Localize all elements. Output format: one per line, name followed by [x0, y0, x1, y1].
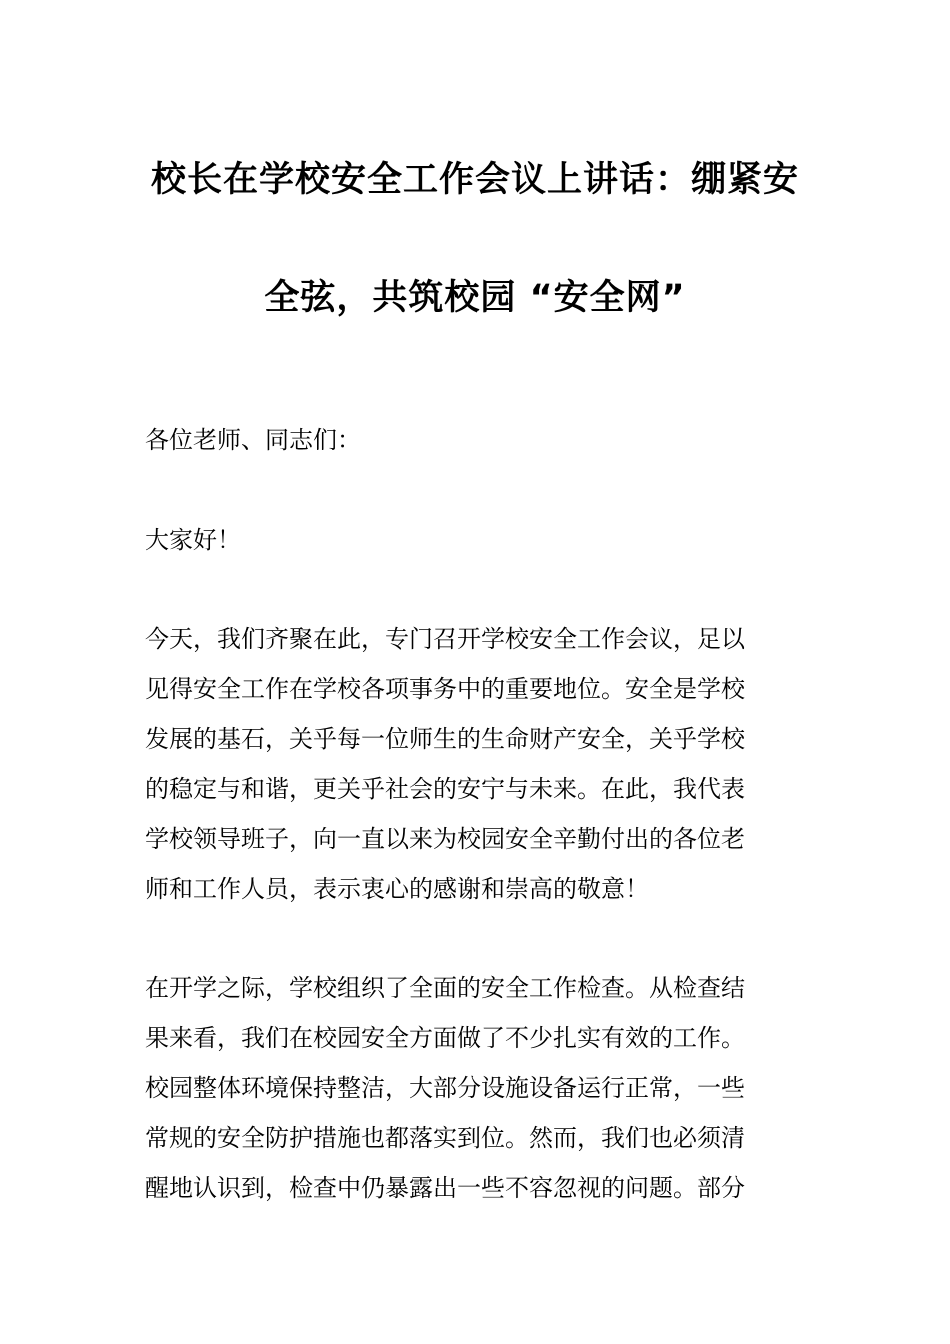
greeting: 各位老师、同志们：	[145, 426, 361, 454]
document-title-line-2: 全弦，共筑校园 “安全网”	[264, 278, 686, 318]
salutation: 大家好！	[145, 526, 241, 554]
paragraph-line: 发展的基石，关乎每一位师生的生命财产安全，关乎学校	[145, 725, 745, 753]
paragraph-line: 常规的安全防护措施也都落实到位。然而，我们也必须清	[145, 1124, 745, 1152]
document-title-line-1: 校长在学校安全工作会议上讲话：绷紧安	[150, 160, 799, 200]
paragraph-line: 今天，我们齐聚在此，专门召开学校安全工作会议，足以	[145, 625, 745, 653]
paragraph-line: 学校领导班子，向一直以来为校园安全辛勤付出的各位老	[145, 825, 745, 853]
paragraph-line: 醒地认识到，检查中仍暴露出一些不容忽视的问题。部分	[145, 1174, 745, 1202]
paragraph-line: 校园整体环境保持整洁，大部分设施设备运行正常，一些	[145, 1074, 745, 1102]
paragraph-1	[145, 614, 815, 914]
paragraph-line: 见得安全工作在学校各项事务中的重要地位。安全是学校	[145, 675, 745, 703]
paragraph-line: 的稳定与和谐，更关乎社会的安宁与未来。在此，我代表	[145, 775, 745, 803]
paragraph-line: 在开学之际，学校组织了全面的安全工作检查。从检查结	[145, 974, 745, 1002]
paragraph-line: 师和工作人员，表示衷心的感谢和崇高的敬意！	[145, 875, 649, 903]
paragraph-line: 果来看，我们在校园安全方面做了不少扎实有效的工作。	[145, 1024, 745, 1052]
paragraph-2	[145, 963, 815, 1213]
